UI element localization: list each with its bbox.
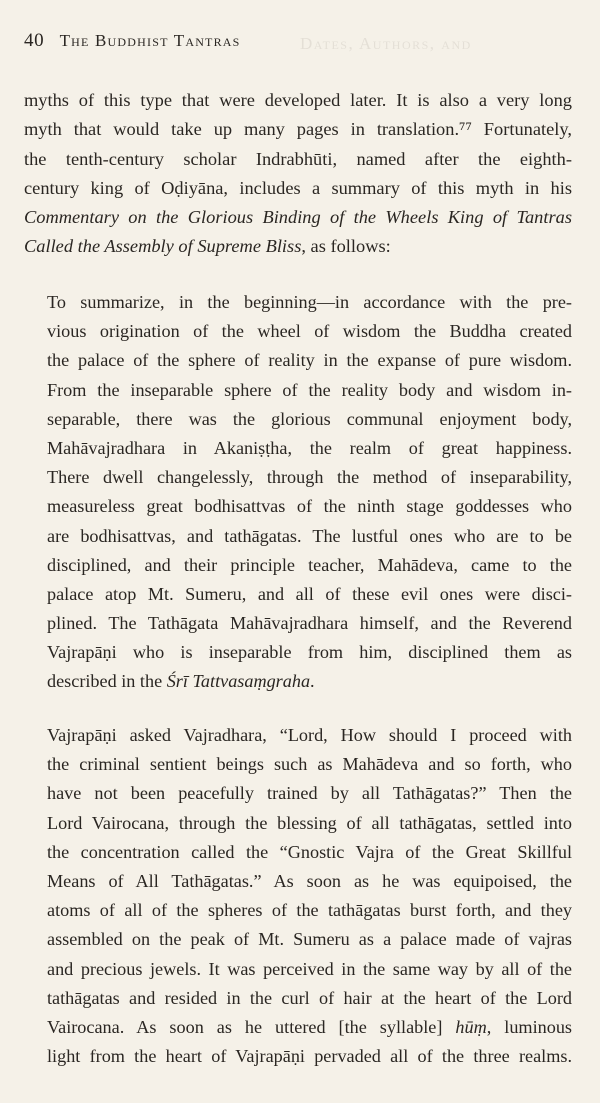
quote-line: Vajrapāṇi asked Vajradhara, “Lord, How should I proceed with — [47, 725, 572, 745]
quote-line: and precious jewels. It was perceived in the same way by all of the — [47, 958, 572, 979]
text-line: the tenth-century scholar Indrabhūti, named after the eighth- — [24, 148, 572, 169]
quote-line: palace atop Mt. Sumeru, and all of these evil ones were disci- — [47, 583, 572, 604]
italic-term: Called the Assembly of Supreme Bliss — [24, 236, 302, 257]
text-line: myths of this type that were developed later. It is also a very long — [24, 90, 572, 110]
quote-line: the palace of the sphere of reality in the expanse of pure wisdom. — [47, 350, 572, 371]
quote-line: the criminal sentient beings such as Mahādeva and so forth, who — [47, 754, 572, 775]
running-head — [24, 30, 241, 52]
text-line — [24, 203, 572, 232]
quote-line: separable, there was the glorious communal enjoyment body, — [47, 408, 572, 429]
quote-line: vious origination of the wheel of wisdom the Buddha created — [47, 321, 572, 342]
quote-line: Lord Vairocana, through the blessing of all tathāgatas, settled into — [47, 812, 572, 833]
quote-line: atoms of all of the spheres of the tathāgatas burst forth, and they — [47, 900, 572, 921]
quote-line: To summarize, in the beginning—in accordance with the pre- — [47, 292, 572, 312]
intro-paragraph — [24, 86, 572, 262]
quote-line: disciplined, and their principle teacher, Mahādeva, came to the — [47, 554, 572, 575]
quote-line: the concentration called the “Gnostic Vajra of the Great Skillful — [47, 841, 572, 862]
quote-line: tathāgatas and resided in the curl of hair at the heart of the Lord — [47, 987, 572, 1008]
bleed-through-text: Dates, Authors, and — [300, 34, 472, 53]
italic-title: Commentary on the Glorious Binding of the Wheels King of Tantras — [24, 207, 572, 228]
quote-line: have not been peacefully trained by all Tathāgatas?” Then the — [47, 783, 572, 804]
quote-line: light from the heart of Vajrapāṇi pervaded all of the three realms. — [47, 1046, 572, 1067]
block-quote-1 — [47, 288, 572, 697]
page-number: 40 — [24, 30, 45, 51]
quote-line: plined. The Tathāgata Mahāvajradhara himself, and the Reverend — [47, 613, 572, 634]
quote-line: There dwell changelessly, through the method of inseparability, — [47, 467, 572, 488]
quote-line: Means of All Tathāgatas.” As soon as he was equipoised, the — [47, 870, 572, 891]
quote-line: Mahāvajradhara in Akaniṣṭha, the realm of great happiness. — [47, 437, 572, 458]
quote-line: are bodhisattvas, and tathāgatas. The lustful ones who are to be — [47, 525, 572, 546]
running-title: The Buddhist Tantras — [59, 31, 241, 50]
quote-line: measureless great bodhisattvas of the ninth stage goddesses who — [47, 496, 572, 517]
block-quote-2 — [47, 721, 572, 1071]
text-line: century king of Oḍiyāna, includes a summary of this myth in his — [24, 177, 572, 198]
quote-line: described in the Śrī Tattvasaṃgraha. — [47, 671, 315, 692]
italic-term: Śrī Tattvasaṃgraha — [166, 671, 311, 692]
italic-term: hūṃ — [455, 1016, 487, 1037]
quote-line: From the inseparable sphere of the reality body and wisdom in- — [47, 379, 572, 400]
quote-line: Vajrapāṇi who is inseparable from him, disciplined them as — [47, 642, 572, 663]
quote-line: assembled on the peak of Mt. Sumeru as a palace made of vajras — [47, 929, 572, 950]
text-line: Called the Assembly of Supreme Bliss, as follows: — [24, 236, 391, 257]
quote-line: Vairocana. As soon as he uttered [the syllable] hūṃ, luminous — [47, 1016, 572, 1037]
text-line: myth that would take up many pages in translation.⁷⁷ Fortunately, — [24, 119, 572, 140]
